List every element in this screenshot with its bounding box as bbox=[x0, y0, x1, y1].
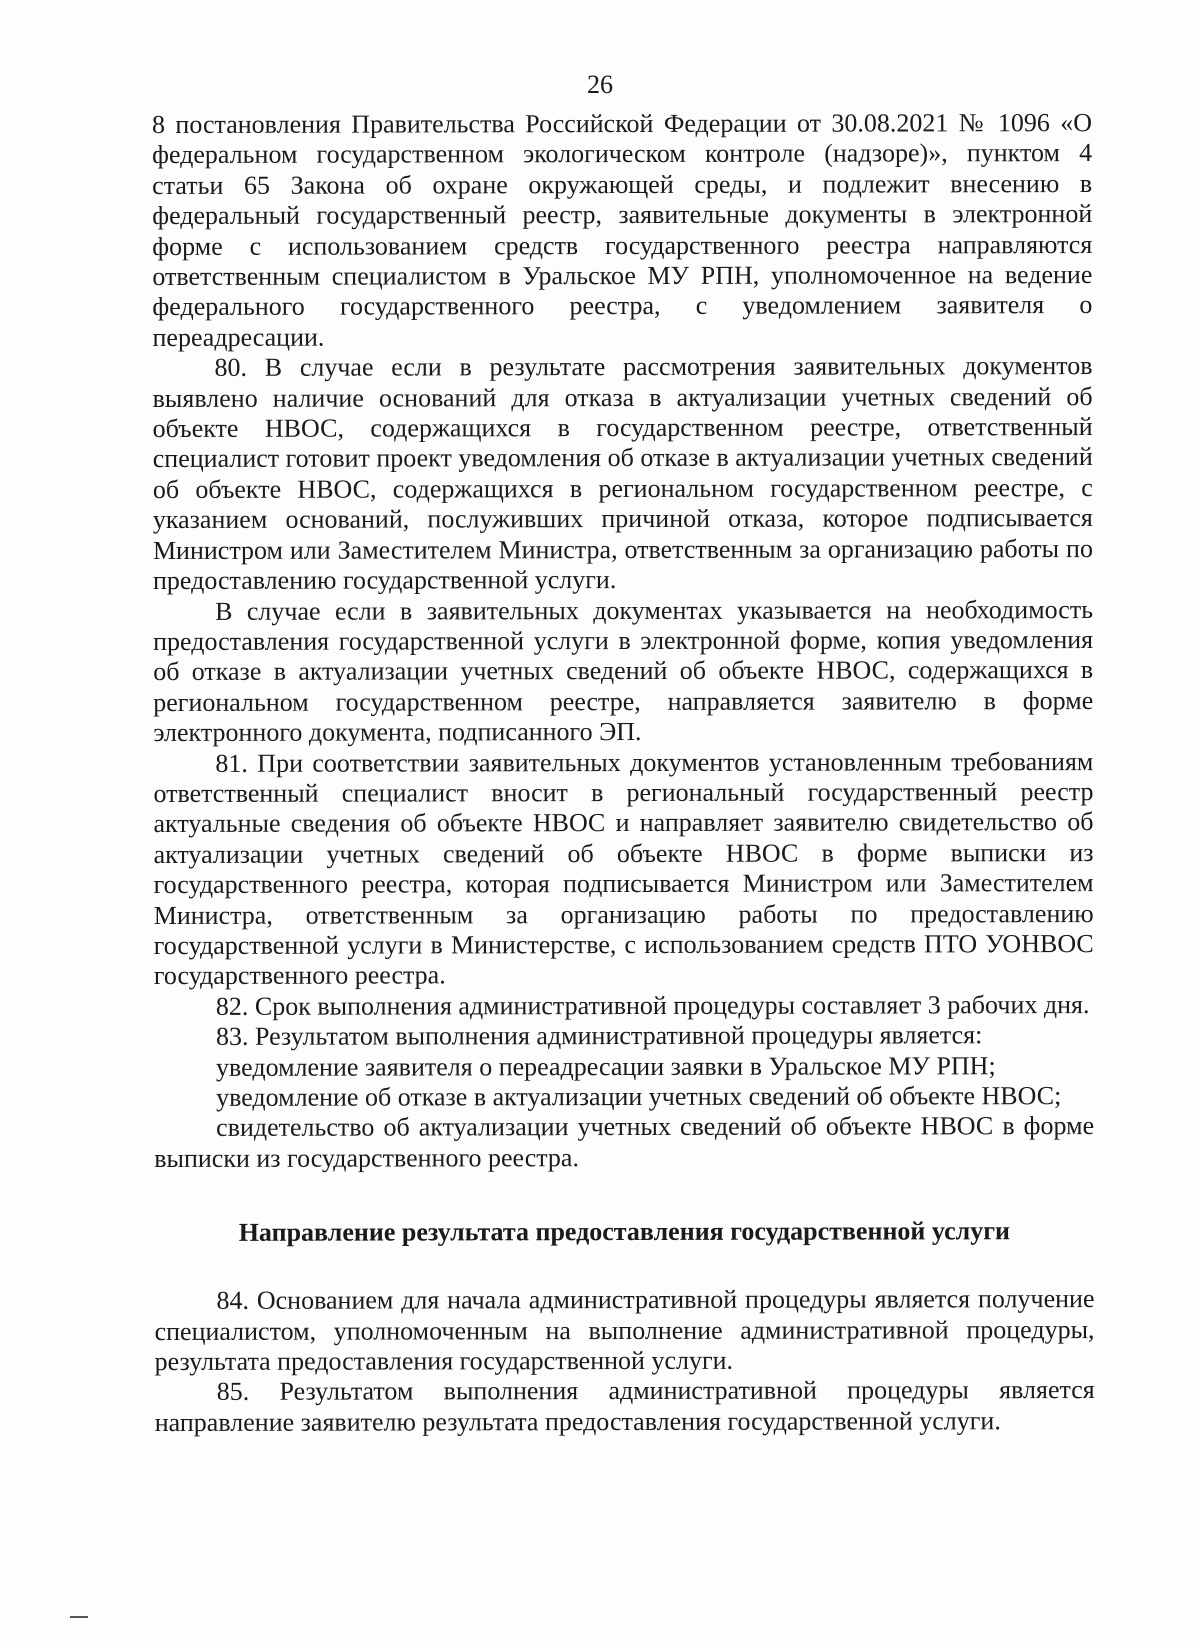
paragraph-84: 84. Основанием для начала административной процедуры является получение специалистом, уполномоченным на выполнение административной процедуры, результата предоставления государственной услуги. bbox=[154, 1284, 1095, 1377]
result-item-redirect: уведомление заявителя о переадресации заявки в Уральское МУ РПН; bbox=[215, 1050, 996, 1082]
paragraph-83: 83. Результатом выполнения административной процедуры является: bbox=[215, 1020, 983, 1052]
result-item-refusal: уведомление об отказе в актуализации учетных сведений об объекте НВОС; bbox=[216, 1081, 1062, 1112]
paragraph-82: 82. Срок выполнения административной процедуры составляет 3 рабочих дня. bbox=[215, 989, 1090, 1021]
page-number: 26 bbox=[587, 70, 613, 99]
scan-mark bbox=[70, 1616, 88, 1618]
paragraph-81: 81. При соответствии заявительных документов установленным требованиям ответственный специалист вносит в региональный государственный реестр актуальные сведения об объекте НВОС и направляет заявителю свидетельство об актуализации учетных сведений об объекте НВОС в форме выписки из государственного реестра, которая подписывается Министром или Заместителем Министра, ответственным за организацию работы по предоставлению государственной услуги в Министерстве, с использованием средств ПТО УОНВОС государственного реестра. bbox=[153, 746, 1094, 991]
result-item-certificate: свидетельство об актуализации учетных сведений об объекте НВОС в форме выписки из государственного реестра. bbox=[154, 1111, 1095, 1173]
paragraph-continuation: 8 постановления Правительства Российской Федерации от 30.08.2021 № 1096 «О федеральном государственном экологическом контроле (надзоре)», пунктом 4 статьи 65 Закона об охране окружающей среды, и подлежит внесению в федеральный государственный реестр, заявительные документы в электронной форме с использованием средств государственного реестра направляются ответственным специалистом в Уральское МУ РПН, уполномоченное на ведение федерального государственного реестра, с уведомлением заявителя о переадресации. bbox=[152, 108, 1093, 352]
paragraph-85: 85. Результатом выполнения административной процедуры является направление заявителю результата предоставления государственной услуги. bbox=[154, 1375, 1095, 1437]
paragraph-80: 80. В случае если в результате рассмотрения заявительных документов выявлено наличие оснований для отказа в актуализации учетных сведений об объекте НВОС, содержащихся в государственном реестре, ответственный специалист готовит проект уведомления об отказе в актуализации учетных сведений об объекте НВОС, содержащихся в региональном государственном реестре, с указанием оснований, послуживших причиной отказа, которое подписывается Министром или Заместителем Министра, ответственным за организацию работы по предоставлению государственной услуги. bbox=[152, 351, 1093, 596]
paragraph-80-electronic: В случае если в заявительных документах указывается на необходимость предоставления государственной услуги в электронной форме, копия уведомления об отказе в актуализации учетных сведений об объекте НВОС, содержащихся в региональном государственном реестре, направляется заявителю в форме электронного документа, подписанного ЭП. bbox=[153, 594, 1094, 748]
document-body bbox=[152, 108, 1095, 1438]
section-heading: Направление результата предоставления государственной услуги bbox=[238, 1216, 1011, 1248]
